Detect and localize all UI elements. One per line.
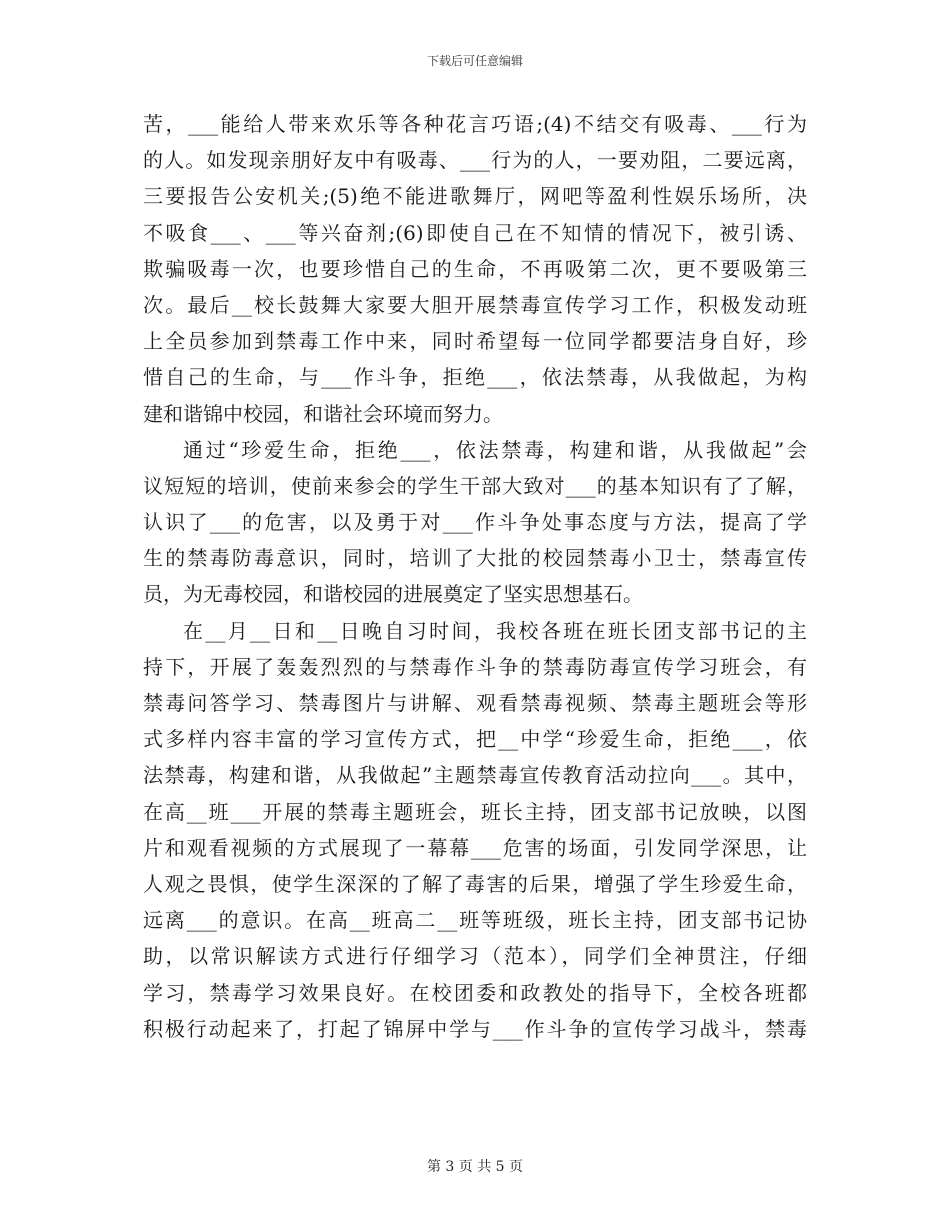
text-line: 远离___的意识。在高__班高二__班等班级，班长主持，团支部书记协 xyxy=(143,908,807,933)
text-line: 助，以常识解读方式进行仔细学习（范本），同学们全神贯注，仔细 xyxy=(143,944,807,969)
paragraph xyxy=(143,106,807,432)
text-line: 不吸食___、___等兴奋剂;(6)即使自己在不知情的情况下，被引诱、 xyxy=(143,220,807,245)
paragraph xyxy=(143,432,807,613)
text-line: 员，为无毒校园，和谐校园的进展奠定了坚实思想基石。 xyxy=(143,582,643,607)
text-line: 的人。如发现亲朋好友中有吸毒、___行为的人，一要劝阻，二要远离， xyxy=(143,148,807,173)
text-line: 片和观看视频的方式展现了一幕幕___危害的场面，引发同学深思，让 xyxy=(143,835,807,860)
text-line: 积极行动起来了，打起了锦屏中学与___作斗争的宣传学习战斗，禁毒 xyxy=(143,1016,807,1041)
text-line: 通过“珍爱生命，拒绝___，依法禁毒，构建和谐，从我做起”会 xyxy=(183,437,807,462)
page-header: 下载后可任意编辑 xyxy=(426,54,523,68)
text-line: 持下，开展了轰轰烈烈的与禁毒作斗争的禁毒防毒宣传学习班会，有 xyxy=(143,654,807,679)
text-line: 欺骗吸毒一次，也要珍惜自己的生命，不再吸第二次，更不要吸第三 xyxy=(143,256,807,281)
text-line: 在__月__日和__日晚自习时间，我校各班在班长团支部书记的主 xyxy=(183,618,807,643)
text-line: 禁毒问答学习、禁毒图片与讲解、观看禁毒视频、禁毒主题班会等形 xyxy=(143,691,807,715)
text-line: 惜自己的生命，与___作斗争，拒绝___，依法禁毒，从我做起，为构 xyxy=(143,365,807,390)
text-line: 上全员参加到禁毒工作中来，同时希望每一位同学都要洁身自好，珍 xyxy=(143,329,807,354)
text-line: 认识了___的危害，以及勇于对___作斗争处事态度与方法，提高了学 xyxy=(143,510,807,535)
page-footer: 第 3 页 共 5 页 xyxy=(426,1159,524,1175)
text-line: 人观之畏惧，使学生深深的了解了毒害的后果，增强了学生珍爱生命， xyxy=(143,871,807,896)
text-line: 式多样内容丰富的学习宣传方式，把__中学“珍爱生命，拒绝___，依 xyxy=(143,727,807,752)
text-line: 建和谐锦中校园，和谐社会环境而努力。 xyxy=(143,401,503,426)
text-line: 法禁毒，构建和谐，从我做起”主题禁毒宣传教育活动拉向___。其中， xyxy=(143,763,807,788)
text-line: 在高__班___开展的禁毒主题班会，班长主持，团支部书记放映，以图 xyxy=(143,799,807,824)
text-line: 三要报告公安机关;(5)绝不能进歌舞厅，网吧等盈利性娱乐场所，决 xyxy=(143,184,807,209)
text-line: 苦，___能给人带来欢乐等各种花言巧语;(4)不结交有吸毒、___行为 xyxy=(143,112,807,136)
text-line: 议短短的培训，使前来参会的学生干部大致对___的基本知识有了了解， xyxy=(143,473,807,498)
document-body xyxy=(143,106,807,1047)
paragraph xyxy=(143,613,807,1047)
text-line: 学习，禁毒学习效果良好。在校团委和政教处的指导下，全校各班都 xyxy=(143,980,807,1005)
text-line: 生的禁毒防毒意识，同时，培训了大批的校园禁毒小卫士，禁毒宣传 xyxy=(143,546,807,571)
text-line: 次。最后__校长鼓舞大家要大胆开展禁毒宣传学习工作，积极发动班 xyxy=(143,292,807,317)
